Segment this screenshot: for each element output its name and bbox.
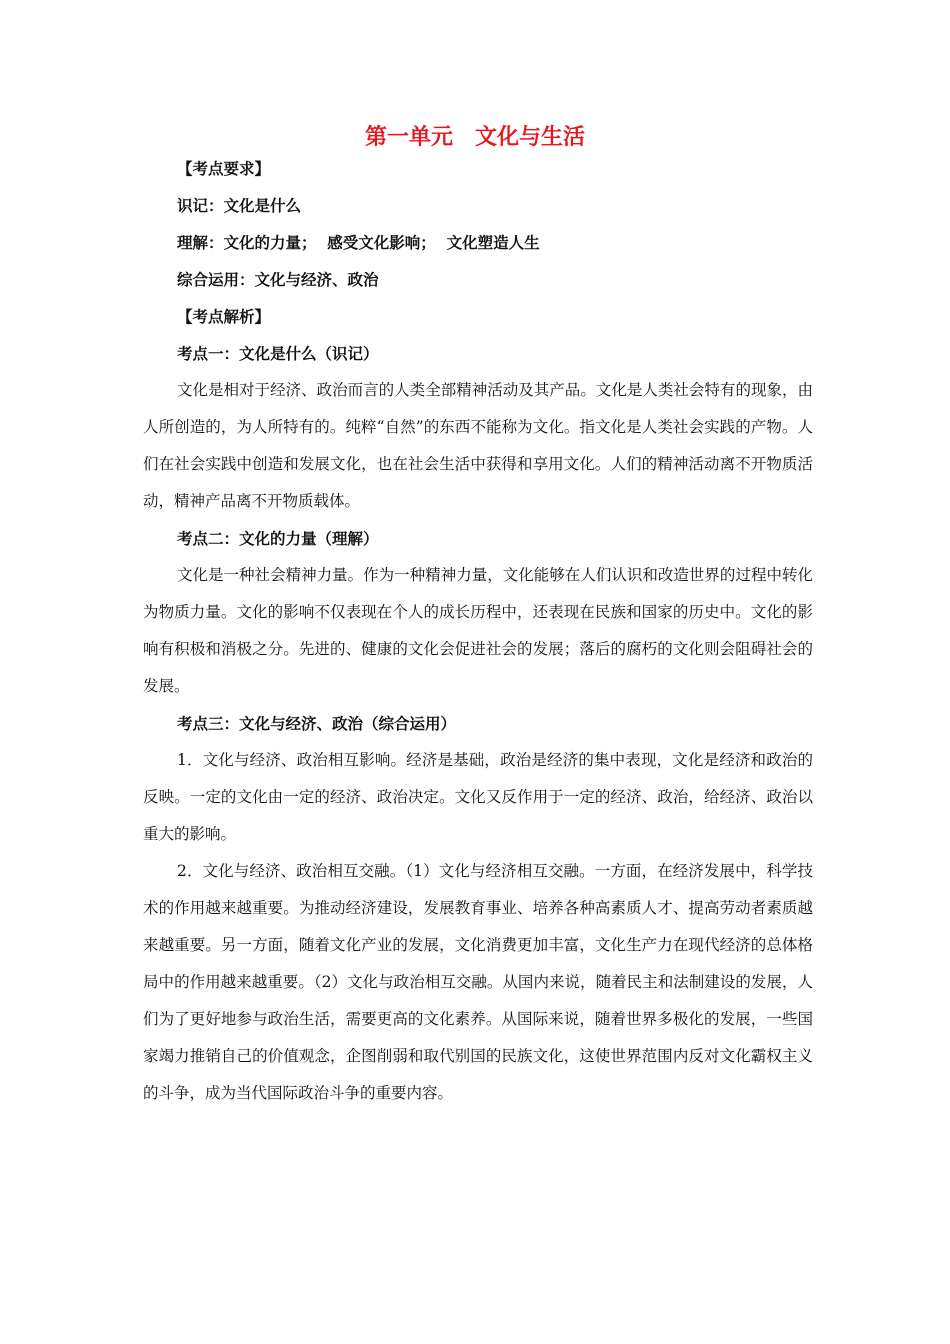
analysis-heading: 【考点解析】	[177, 307, 271, 326]
point1-heading: 考点一：文化是什么（识记）	[177, 344, 379, 363]
point3-heading: 考点三：文化与经济、政治（综合运用）	[177, 714, 457, 733]
point2-heading: 考点二：文化的力量（理解）	[177, 529, 379, 548]
point2-paragraph: 文化是一种社会精神力量。作为一种精神力量，文化能够在人们认识和改造世界的过程中转化为物质力量。文化的影响不仅表现在个人的成长历程中，还表现在民族和国家的历史中。文化的影响有积极和消极之分。先进的、健康的文化会促进社会的发展；落后的腐朽的文化则会阻碍社会的发展。	[143, 566, 813, 695]
understand-line: 理解：文化的力量； 感受文化影响； 文化塑造人生	[177, 233, 540, 252]
page-title: 第一单元 文化与生活	[364, 124, 585, 150]
point3-paragraph-1: 1．文化与经济、政治相互影响。经济是基础，政治是经济的集中表现，文化是经济和政治的反映。一定的文化由一定的经济、政治决定。文化又反作用于一定的经济、政治，给经济、政治以重大的影响。	[143, 751, 813, 843]
requirements-heading: 【考点要求】	[177, 159, 271, 178]
memorize-line: 识记：文化是什么	[177, 196, 302, 215]
point1-paragraph: 文化是相对于经济、政治而言的人类全部精神活动及其产品。文化是人类社会特有的现象，由人所创造的，为人所特有的。纯粹“自然”的东西不能称为文化。指文化是人类社会实践的产物。人们在社会实践中创造和发展文化，也在社会生活中获得和享用文化。人们的精神活动离不开物质活动，精神产品离不开物质载体。	[143, 381, 813, 510]
point3-paragraph-2: 2．文化与经济、政治相互交融。（1）文化与经济相互交融。一方面，在经济发展中，科学技术的作用越来越重要。为推动经济建设，发展教育事业、培养各种高素质人才、提高劳动者素质越来越重要。另一方面，随着文化产业的发展，文化消费更加丰富，文化生产力在现代经济的总体格局中的作用越来越重要。（2）文化与政治相互交融。从国内来说，随着民主和法制建设的发展，人们为了更好地参与政治生活，需要更高的文化素养。从国际来说，随着世界多极化的发展，一些国家竭力推销自己的价值观念，企图削弱和取代别国的民族文化，这使世界范围内反对文化霸权主义的斗争，成为当代国际政治斗争的重要内容。	[143, 862, 813, 1102]
apply-line: 综合运用：文化与经济、政治	[177, 270, 379, 289]
document-body	[143, 150, 813, 1112]
